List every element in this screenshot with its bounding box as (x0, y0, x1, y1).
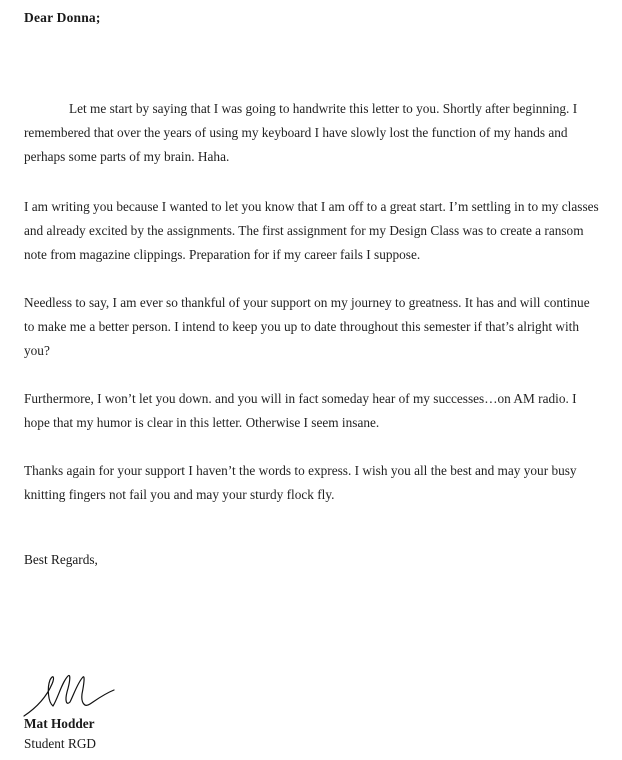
paragraph-intro: Let me start by saying that I was going to handwrite this letter to you. Shortly after beginning. I remembered that over the years of using my keyboard I have slowly lost the function of my hands and perhaps some parts of my brain. Haha. (24, 101, 578, 164)
paragraph-furthermore: Furthermore, I won’t let you down. and you will in fact someday hear of my successes…on AM radio. I hope that my humor is clear in this letter. Otherwise I seem insane. (24, 391, 577, 430)
salutation: Dear Donna; (24, 10, 101, 25)
paragraph-thanks: Needless to say, I am ever so thankful of your support on my journey to greatness. It has and will continue to make me a better person. I intend to keep you up to date throughout this semester if that’s alright with you? (24, 295, 590, 358)
signer-name: Mat Hodder (24, 716, 95, 731)
paragraph-update: I am writing you because I wanted to let you know that I am off to a great start. I’m settling in to my classes and already excited by the assignments. The first assignment for my Design Class was to create a ransom note from magazine clippings. Preparation for if my career fails I suppose. (24, 199, 599, 262)
signer-title: Student RGD (24, 736, 97, 751)
paragraph-closing-thanks: Thanks again for your support I haven’t the words to express. I wish you all the best and may your busy knitting fingers not fail you and may your sturdy flock fly. (24, 463, 577, 502)
handwritten-signature (22, 668, 117, 720)
closing-line: Best Regards, (24, 552, 98, 567)
